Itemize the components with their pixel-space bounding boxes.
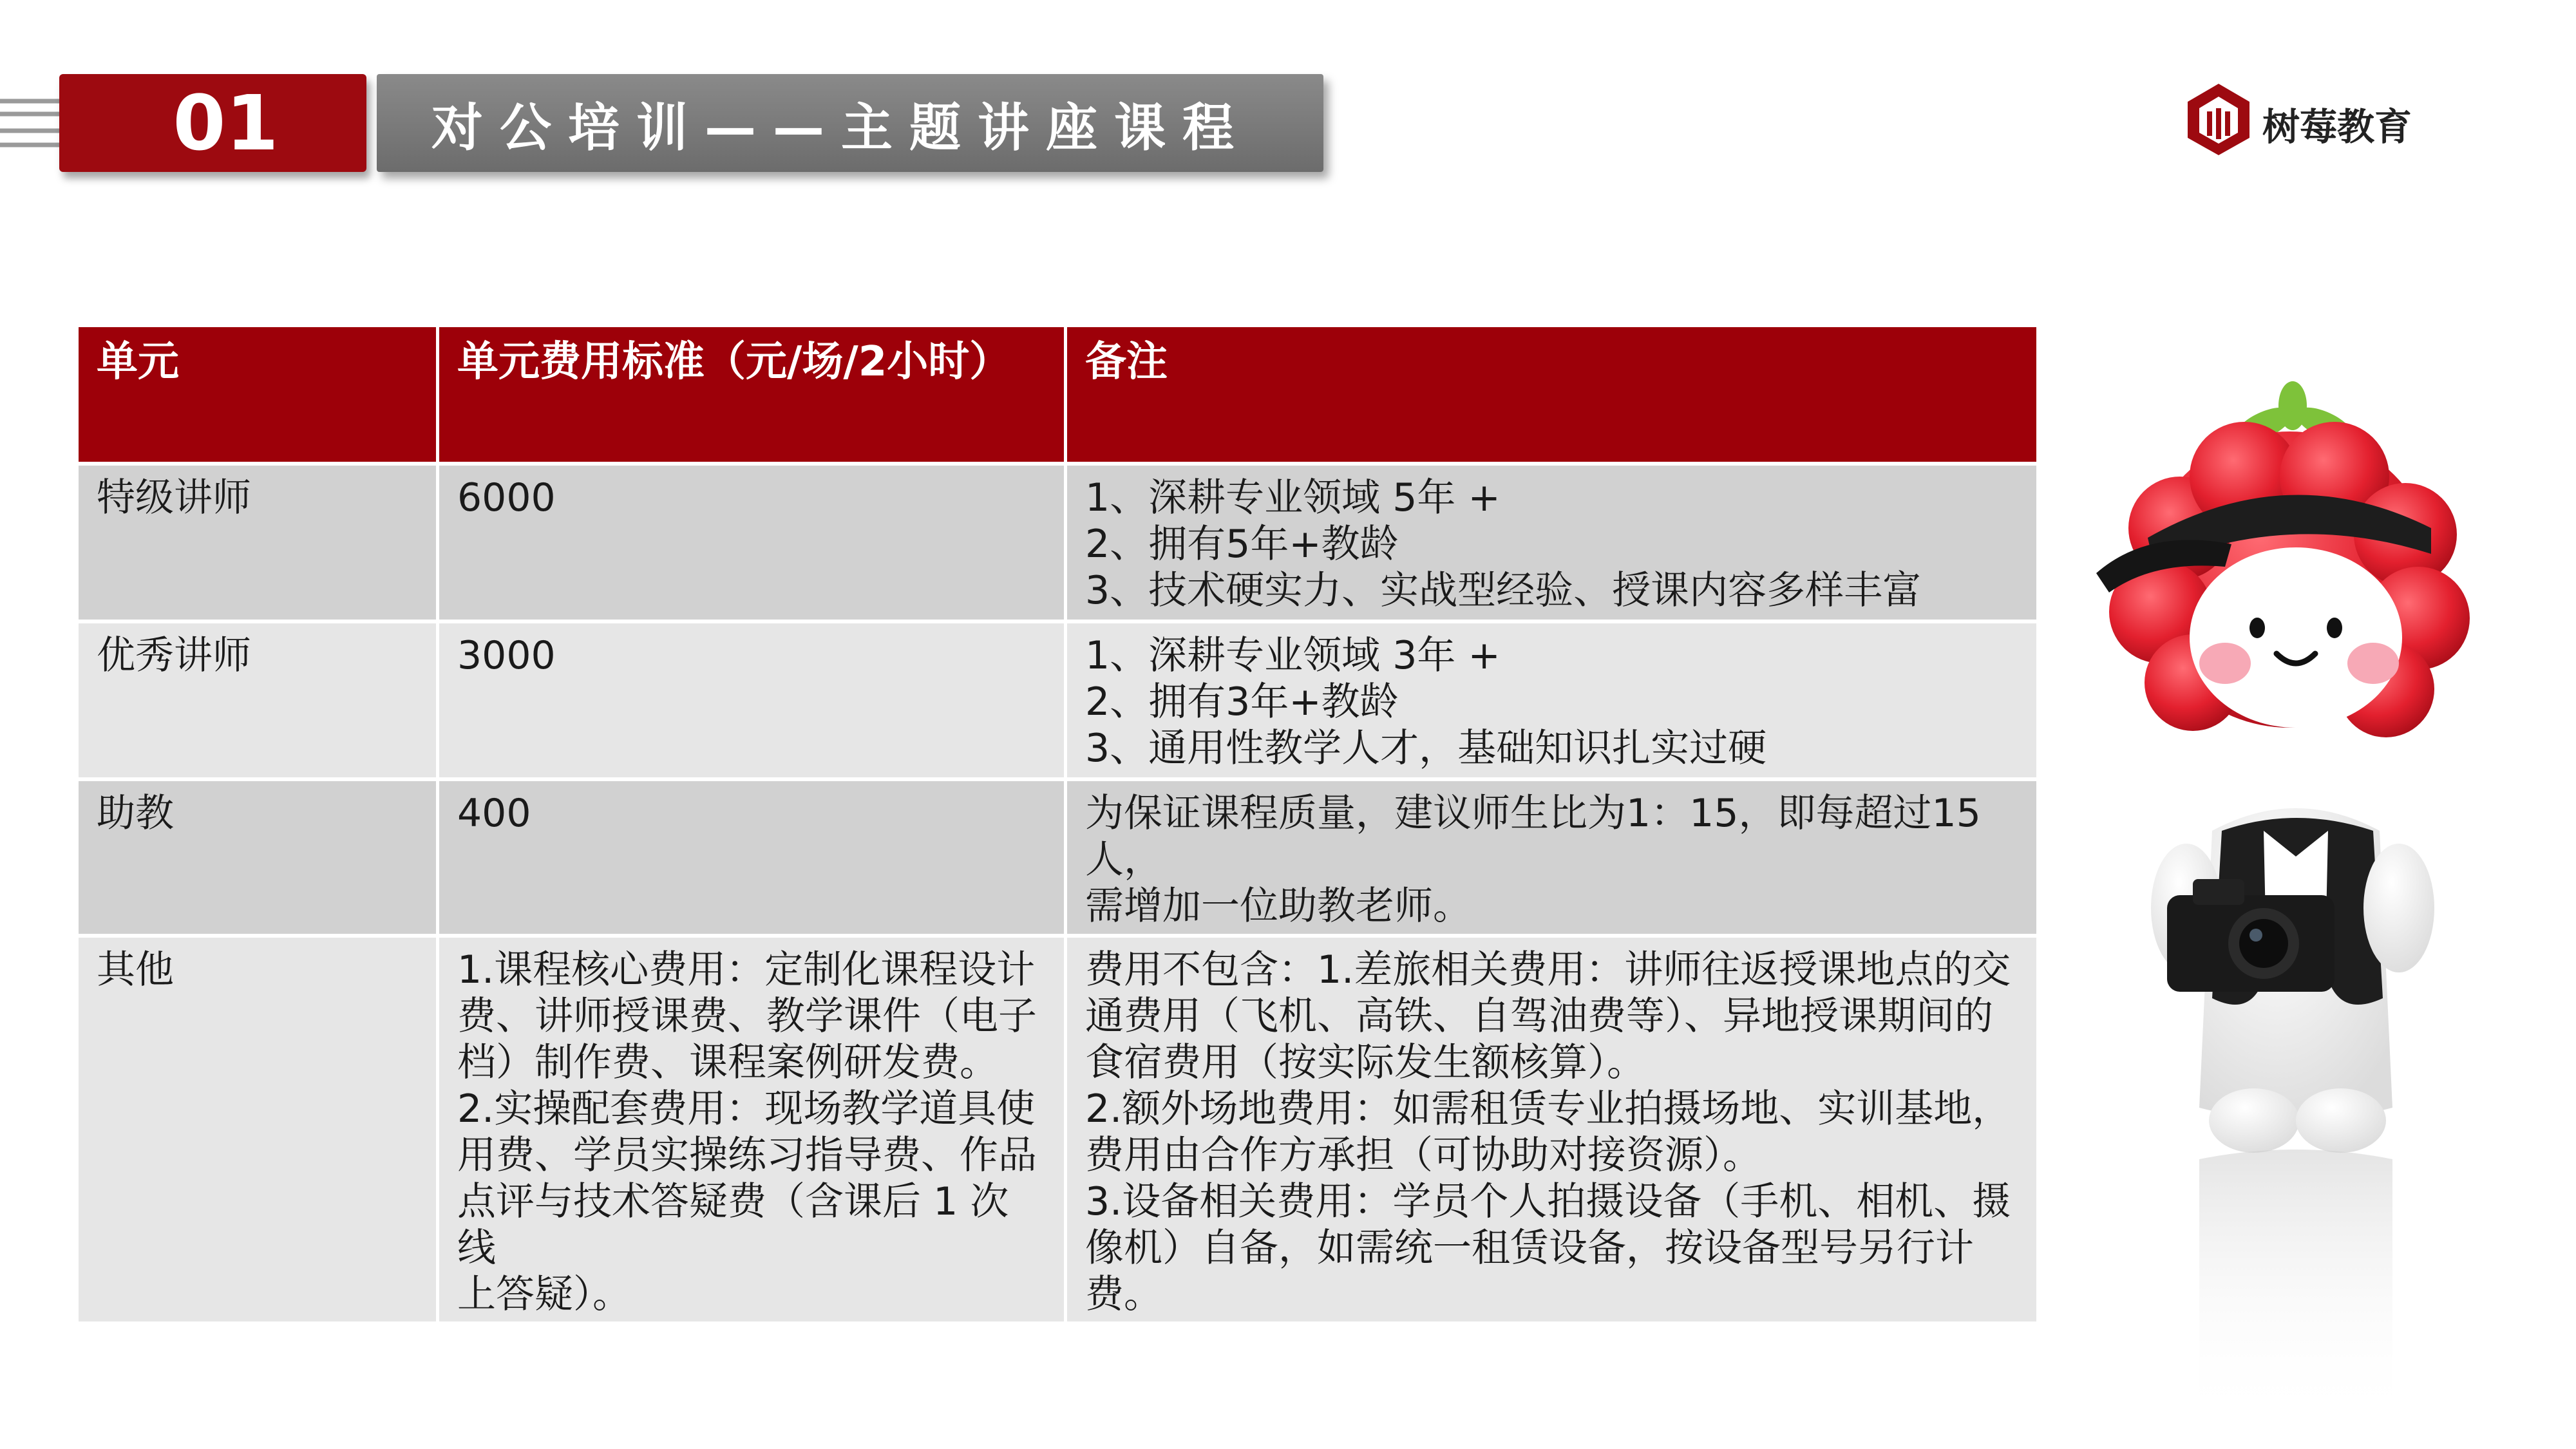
cell-unit: 助教: [79, 781, 439, 934]
cell-notes: [1067, 938, 2036, 1321]
cell-fee: 6000: [439, 466, 1067, 620]
note-line: 费用由合作方承担（可协助对接资源）。: [1085, 1133, 1761, 1178]
note-line: 食宿费用（按实际发生额核算）。: [1085, 1040, 1645, 1085]
header-cell-notes: 备注: [1085, 338, 1168, 386]
cell-unit: 特级讲师: [79, 466, 439, 620]
cell-fee: 3000: [439, 623, 1067, 777]
note-line: 2、拥有5年+教龄: [1085, 522, 1399, 567]
cell-notes: [1067, 781, 2036, 934]
section-number: 01: [173, 79, 279, 167]
note-line: 3、技术硬实力、实战型经验、授课内容多样丰富: [1085, 568, 1922, 613]
cell-unit: 优秀讲师: [79, 623, 439, 777]
cell-fee: [439, 938, 1067, 1321]
table-row: [79, 938, 2036, 1325]
page-title: 对公培训——主题讲座课程: [431, 97, 1251, 158]
table-row: [79, 623, 2036, 781]
fee-line: 用费、学员实操练习指导费、作品: [457, 1133, 1037, 1178]
note-line: 为保证课程质量，建议师生比为1：15，即每超过15人，: [1085, 791, 1981, 882]
note-line: 2.额外场地费用：如需租赁专业拍摄场地、实训基地，: [1085, 1086, 2011, 1132]
fee-line: 2.实操配套费用：现场教学道具使: [457, 1086, 1036, 1132]
logo-mark-icon: [2186, 82, 2251, 156]
cell-unit: 其他: [79, 938, 439, 1321]
fee-line: 1.课程核心费用：定制化课程设计: [457, 947, 1036, 992]
fee-line: 点评与技术答疑费（含课后 1 次线: [457, 1179, 1009, 1271]
cell-notes: [1067, 623, 2036, 777]
fee-line: 上答疑）。: [457, 1272, 631, 1317]
note-line: 2、拥有3年+教龄: [1085, 679, 1399, 724]
brand-logo: [2186, 82, 2476, 156]
note-line: 像机）自备，如需统一租赁设备，按设备型号另行计费。: [1085, 1226, 1974, 1317]
note-line: 费用不包含：1.差旅相关费用：讲师往返授课地点的交: [1085, 947, 2011, 992]
mascot-raspberry-illustration: [2070, 380, 2508, 1449]
fee-table: [79, 327, 2036, 1325]
table-row: [79, 466, 2036, 623]
cell-fee: 400: [439, 781, 1067, 934]
logo-text: 树莓教育: [2262, 105, 2412, 149]
header-cell-unit: 单元: [79, 327, 439, 462]
fee-line: 费、讲师授课费、教学课件（电子: [457, 994, 1037, 1039]
fee-line: 档）制作费、课程案例研发费。: [457, 1040, 998, 1085]
table-row: [79, 781, 2036, 938]
table-header-row: [79, 327, 2036, 466]
note-line: 1、深耕专业领域 3年 +: [1085, 633, 1501, 678]
note-line: 3.设备相关费用：学员个人拍摄设备（手机、相机、摄: [1085, 1179, 2011, 1224]
header-cell-fee: 单元费用标准（元/场/2小时）: [439, 327, 1067, 462]
note-line: 3、通用性教学人才，基础知识扎实过硬: [1085, 726, 1767, 771]
note-line: 1、深耕专业领域 5年 +: [1085, 475, 1501, 520]
note-line: 需增加一位助教老师。: [1085, 884, 1472, 929]
cell-notes: [1067, 466, 2036, 620]
note-line: 通费用（飞机、高铁、自驾油费等）、异地授课期间的: [1085, 994, 1993, 1039]
